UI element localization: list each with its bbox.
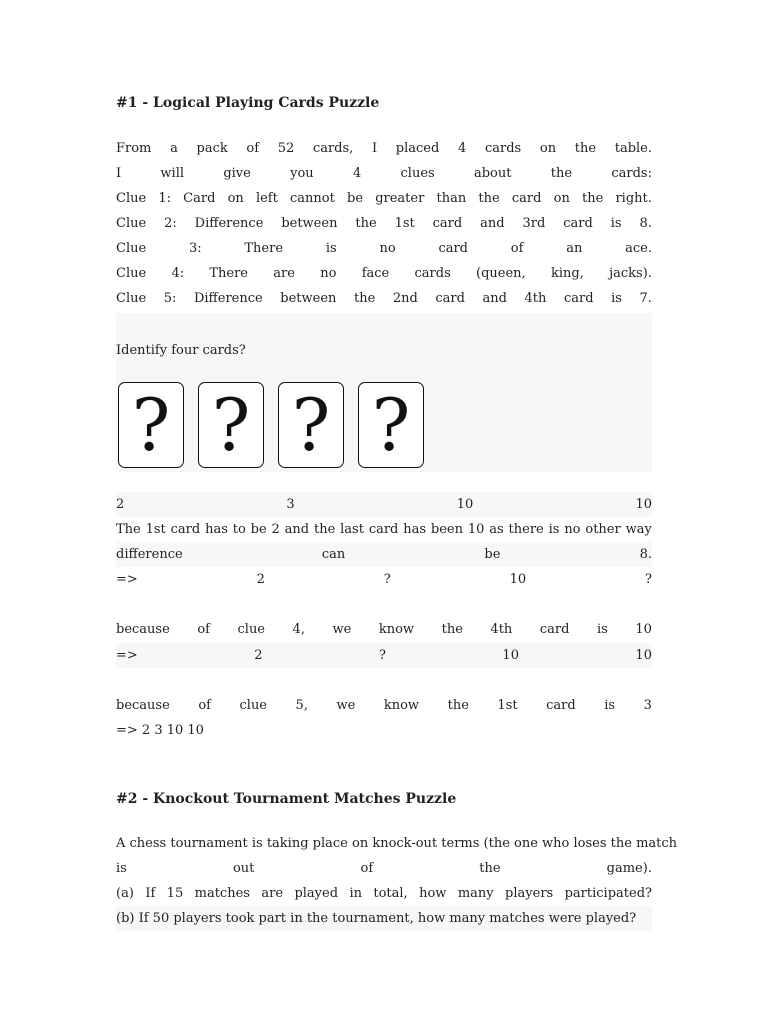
word: cards: (611, 166, 652, 181)
word: (a) (116, 886, 134, 901)
question-text: Identify four cards? (116, 343, 246, 358)
word: 2 (256, 572, 265, 587)
word: There (244, 241, 284, 256)
card-question-mark: ? (278, 382, 344, 468)
word: there (508, 522, 544, 537)
word: 2 (271, 522, 280, 537)
word: has (403, 522, 427, 537)
word: 8. (639, 547, 652, 562)
word: 4: (171, 266, 185, 281)
word: 10 (456, 497, 474, 512)
word: 10 (502, 648, 519, 663)
word: Clue (116, 216, 147, 231)
word: of (246, 141, 260, 156)
word: has (205, 522, 228, 537)
word: no (564, 522, 581, 537)
solution-line (116, 567, 652, 592)
word: played (294, 886, 339, 901)
word: on (539, 141, 557, 156)
word: a (170, 141, 178, 156)
word: card (368, 522, 399, 537)
solution-line (116, 542, 652, 567)
word: card (563, 291, 594, 306)
word: left (255, 191, 278, 206)
word: 10 (635, 622, 652, 637)
word: than (436, 191, 467, 206)
clue-3 (116, 236, 652, 261)
word: between (281, 216, 338, 231)
word: Clue (116, 191, 147, 206)
word: 10 (509, 572, 527, 587)
word: Card (183, 191, 216, 206)
word: cards, (312, 141, 354, 156)
word: and (284, 522, 310, 537)
word: 15 (166, 886, 184, 901)
word: on (227, 191, 244, 206)
word: 4 (458, 141, 467, 156)
word: I (371, 141, 378, 156)
intro-line (116, 136, 652, 161)
puzzle2-question-a (116, 881, 652, 906)
word: no (320, 266, 337, 281)
word: cards (484, 141, 522, 156)
word: last (340, 522, 364, 537)
word: on (553, 191, 570, 206)
word: many (457, 886, 494, 901)
word: the (582, 191, 604, 206)
word: way (625, 522, 652, 537)
word: ? (383, 572, 391, 587)
word: clue (239, 698, 268, 713)
word: 2 (116, 497, 125, 512)
word: because (116, 622, 170, 637)
word: know (383, 698, 420, 713)
word: other (585, 522, 621, 537)
word: the (447, 698, 469, 713)
word: (queen, (476, 266, 526, 281)
word: we (332, 622, 352, 637)
word: to (232, 522, 246, 537)
word: Clue (116, 266, 147, 281)
word: will (160, 166, 185, 181)
word: and (482, 291, 507, 306)
clue-5 (116, 286, 652, 311)
word: clue (237, 622, 266, 637)
word: pack (196, 141, 228, 156)
word: 1: (158, 191, 171, 206)
word: 1st (394, 216, 415, 231)
word: ? (644, 572, 652, 587)
word: card (438, 241, 469, 256)
word: king, (550, 266, 584, 281)
word: of (360, 861, 374, 876)
word: card (170, 522, 201, 537)
word: card (563, 216, 593, 231)
word: the (441, 622, 463, 637)
word: give (223, 166, 251, 181)
word: be (484, 547, 501, 562)
word: 2 (254, 648, 263, 663)
word: between (280, 291, 337, 306)
word: be (347, 191, 364, 206)
word: matches (194, 886, 250, 901)
word: 1st (497, 698, 518, 713)
word: From (116, 141, 152, 156)
word: 10 (635, 497, 652, 512)
word: 3 (643, 698, 652, 713)
word: => (116, 648, 138, 663)
word: 2nd (392, 291, 418, 306)
word: Difference (194, 216, 264, 231)
word: jacks). (609, 266, 652, 281)
word: participated? (564, 886, 652, 901)
word: is (325, 241, 337, 256)
word: Clue (116, 241, 147, 256)
word: the (550, 166, 573, 181)
word: 4, (292, 622, 305, 637)
word: in (349, 886, 362, 901)
word: 10 (467, 522, 485, 537)
word: the (353, 291, 376, 306)
card-question-mark: ? (118, 382, 184, 468)
word: face (361, 266, 390, 281)
word: 7. (639, 291, 652, 306)
word: => (116, 572, 138, 587)
word: difference (116, 547, 183, 562)
word: card (435, 291, 465, 306)
word: cards (414, 266, 451, 281)
word: the (355, 216, 377, 231)
word: 2: (164, 216, 177, 231)
word: 4th (524, 291, 547, 306)
word: as (489, 522, 504, 537)
word: The (116, 522, 141, 537)
word: the (574, 141, 597, 156)
word: clues (400, 166, 435, 181)
word: can (321, 547, 346, 562)
word: is (610, 216, 622, 231)
word: is (611, 291, 622, 306)
card-question-mark: ? (358, 382, 424, 468)
word: out (232, 861, 255, 876)
word: placed (395, 141, 440, 156)
word: total, (373, 886, 408, 901)
word: be (250, 522, 267, 537)
word: cannot (290, 191, 335, 206)
word: is (596, 622, 608, 637)
word: greater (375, 191, 425, 206)
puzzle2-title: #2 - Knockout Tournament Matches Puzzle (116, 791, 457, 807)
word: card (539, 622, 570, 637)
final-answer: => 2 3 10 10 (116, 723, 204, 738)
word: 1st (145, 522, 166, 537)
word: 3: (188, 241, 202, 256)
word: the (479, 861, 501, 876)
word: the (478, 191, 500, 206)
word: no (379, 241, 396, 256)
card-row (116, 372, 652, 472)
word: is (548, 522, 560, 537)
word: 3rd (522, 216, 546, 231)
puzzle2-question-b: (b) If 50 players took part in the tournament, how many matches were played? (116, 906, 652, 931)
word: 4 (352, 166, 362, 181)
word: table. (614, 141, 652, 156)
card-question-mark: ? (198, 382, 264, 468)
intro-line (116, 161, 652, 186)
word: of (198, 698, 211, 713)
word: are (273, 266, 295, 281)
word: is (116, 861, 127, 876)
word: card (546, 698, 576, 713)
solution-line (116, 617, 652, 642)
word: because (116, 698, 170, 713)
word: Difference (193, 291, 263, 306)
word: ? (378, 648, 386, 663)
word: are (261, 886, 284, 901)
word: card (432, 216, 463, 231)
word: is (604, 698, 616, 713)
word: how (419, 886, 447, 901)
word: 10 (635, 648, 652, 663)
solution-line (116, 517, 652, 542)
word: Clue (116, 291, 147, 306)
word: know (378, 622, 415, 637)
word: I (116, 166, 122, 181)
word: 52 (277, 141, 295, 156)
word: we (336, 698, 356, 713)
answer-line (116, 492, 652, 517)
word: of (197, 622, 210, 637)
clue-1 (116, 186, 652, 211)
solution-line (116, 693, 652, 718)
word: about (473, 166, 512, 181)
word: If (145, 886, 156, 901)
word: players (505, 886, 554, 901)
clue-4 (116, 261, 652, 286)
word: There (209, 266, 249, 281)
solution-line (116, 643, 652, 668)
word: and (480, 216, 505, 231)
word: 3 (286, 497, 295, 512)
word: 4th (490, 622, 513, 637)
word: been (430, 522, 463, 537)
word: the (313, 522, 336, 537)
word: 5, (295, 698, 308, 713)
word: right. (615, 191, 652, 206)
clue-2 (116, 211, 652, 236)
word: an (566, 241, 583, 256)
word: you (290, 166, 314, 181)
word: of (510, 241, 524, 256)
word: card (511, 191, 542, 206)
word: game). (606, 861, 652, 876)
puzzle1-title: #1 - Logical Playing Cards Puzzle (116, 95, 380, 111)
puzzle2-line (116, 856, 652, 881)
word: 5: (163, 291, 177, 306)
word: ace. (625, 241, 652, 256)
word: 8. (639, 216, 652, 231)
puzzle2-line: A chess tournament is taking place on knock-out terms (the one who loses the match (116, 836, 678, 851)
